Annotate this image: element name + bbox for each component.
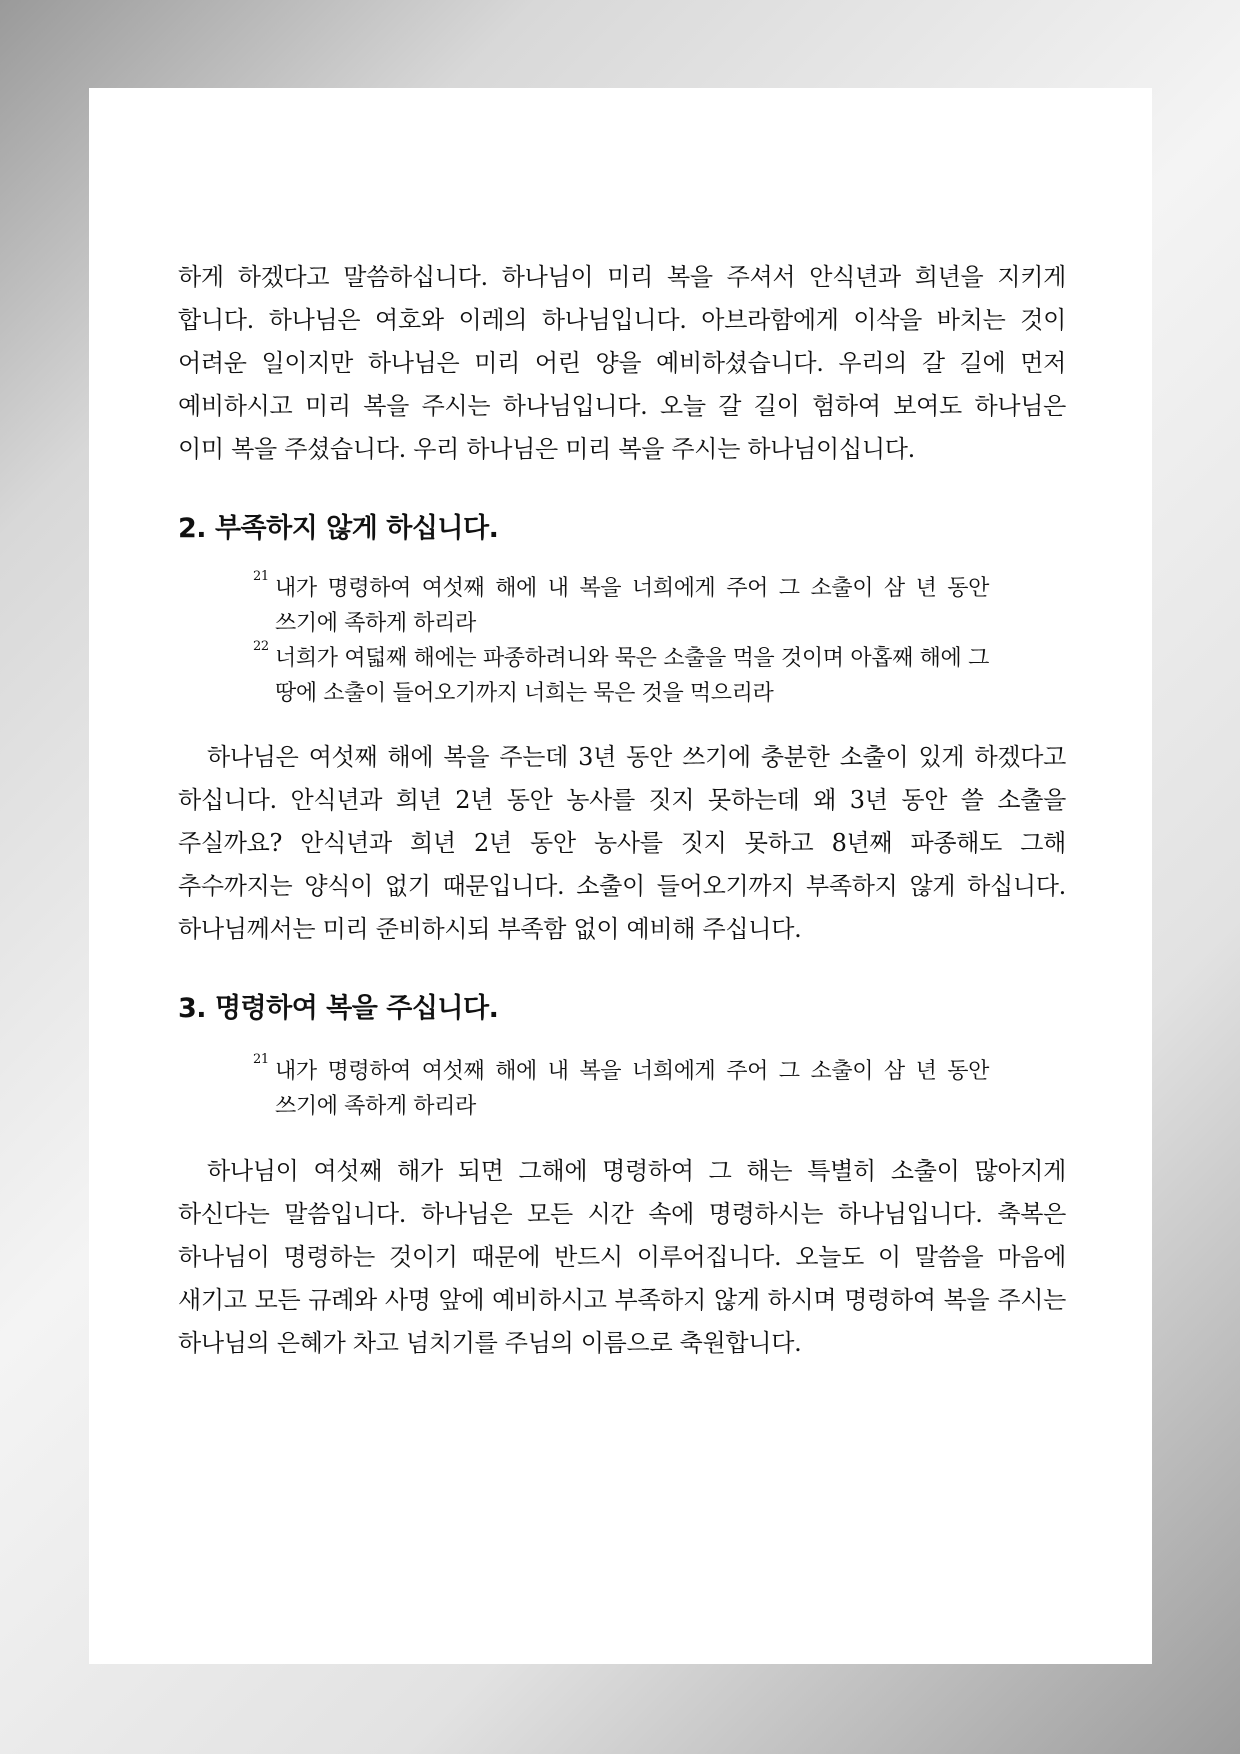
- verse-number: 22: [253, 639, 269, 654]
- section-2-paragraph: 하나님은 여섯째 해에 복을 주는데 3년 동안 쓰기에 충분한 소출이 있게 하겠다고 하십니다. 안식년과 희년 2년 동안 농사를 짓지 못하는데 왜 3년 동안 쓸 소출을 주실까요? 안식년과 희년 2년 동안 농사를 짓지 못하고 8년째 파종해도 그해 추수까지는 양식이 없기 때문입니다. 소출이 들어오기까지 부족하지 않게 하십니다. 하나님께서는 미리 준비하시되 부족함 없이 예비해 주십니다.: [178, 743, 1066, 943]
- page-content: [178, 166, 1066, 1365]
- document-page: [89, 88, 1152, 1664]
- section-3-scripture-quote: [253, 1054, 989, 1124]
- verse-number: 21: [253, 1052, 269, 1067]
- scripture-verse: [253, 571, 989, 641]
- section-3-paragraph: 하나님이 여섯째 해가 되면 그해에 명령하여 그 해는 특별히 소출이 많아지게 하신다는 말씀입니다. 하나님은 모든 시간 속에 명령하시는 하나님입니다. 축복은 하나님이 명령하는 것이기 때문에 반드시 이루어집니다. 오늘도 이 말씀을 마음에 새기고 모든 규례와 사명 앞에 예비하시고 부족하지 않게 하시며 명령하여 복을 주시는 하나님의 은혜가 차고 넘치기를 주님의 이름으로 축원합니다.: [178, 1157, 1066, 1357]
- section-2-scripture-quote: [253, 571, 989, 711]
- section-2-heading: 2. 부족하지 않게 하십니다.: [178, 513, 499, 544]
- scripture-verse: [253, 1054, 989, 1124]
- verse-number: 21: [253, 569, 269, 584]
- verse-text: 내가 명령하여 여섯째 해에 내 복을 너희에게 주어 그 소출이 삼 년 동안 쓰기에 족하게 하리라: [275, 576, 989, 636]
- intro-paragraph: 하게 하겠다고 말씀하십니다. 하나님이 미리 복을 주셔서 안식년과 희년을 지키게 합니다. 하나님은 여호와 이레의 하나님입니다. 아브라함에게 이삭을 바치는 것이 어려운 일이지만 하나님은 미리 어린 양을 예비하셨습니다. 우리의 갈 길에 먼저 예비하시고 미리 복을 주시는 하나님입니다. 오늘 갈 길이 험하여 보여도 하나님은 이미 복을 주셨습니다. 우리 하나님은 미리 복을 주시는 하나님이십니다.: [178, 263, 1066, 463]
- verse-text: 너희가 여덟째 해에는 파종하려니와 묵은 소출을 먹을 것이며 아홉째 해에 그 땅에 소출이 들어오기까지 너희는 묵은 것을 먹으리라: [275, 646, 989, 706]
- verse-text: 내가 명령하여 여섯째 해에 내 복을 너희에게 주어 그 소출이 삼 년 동안 쓰기에 족하게 하리라: [275, 1059, 989, 1119]
- scripture-verse: [253, 641, 989, 711]
- section-3-heading: 3. 명령하여 복을 주십니다.: [178, 993, 499, 1024]
